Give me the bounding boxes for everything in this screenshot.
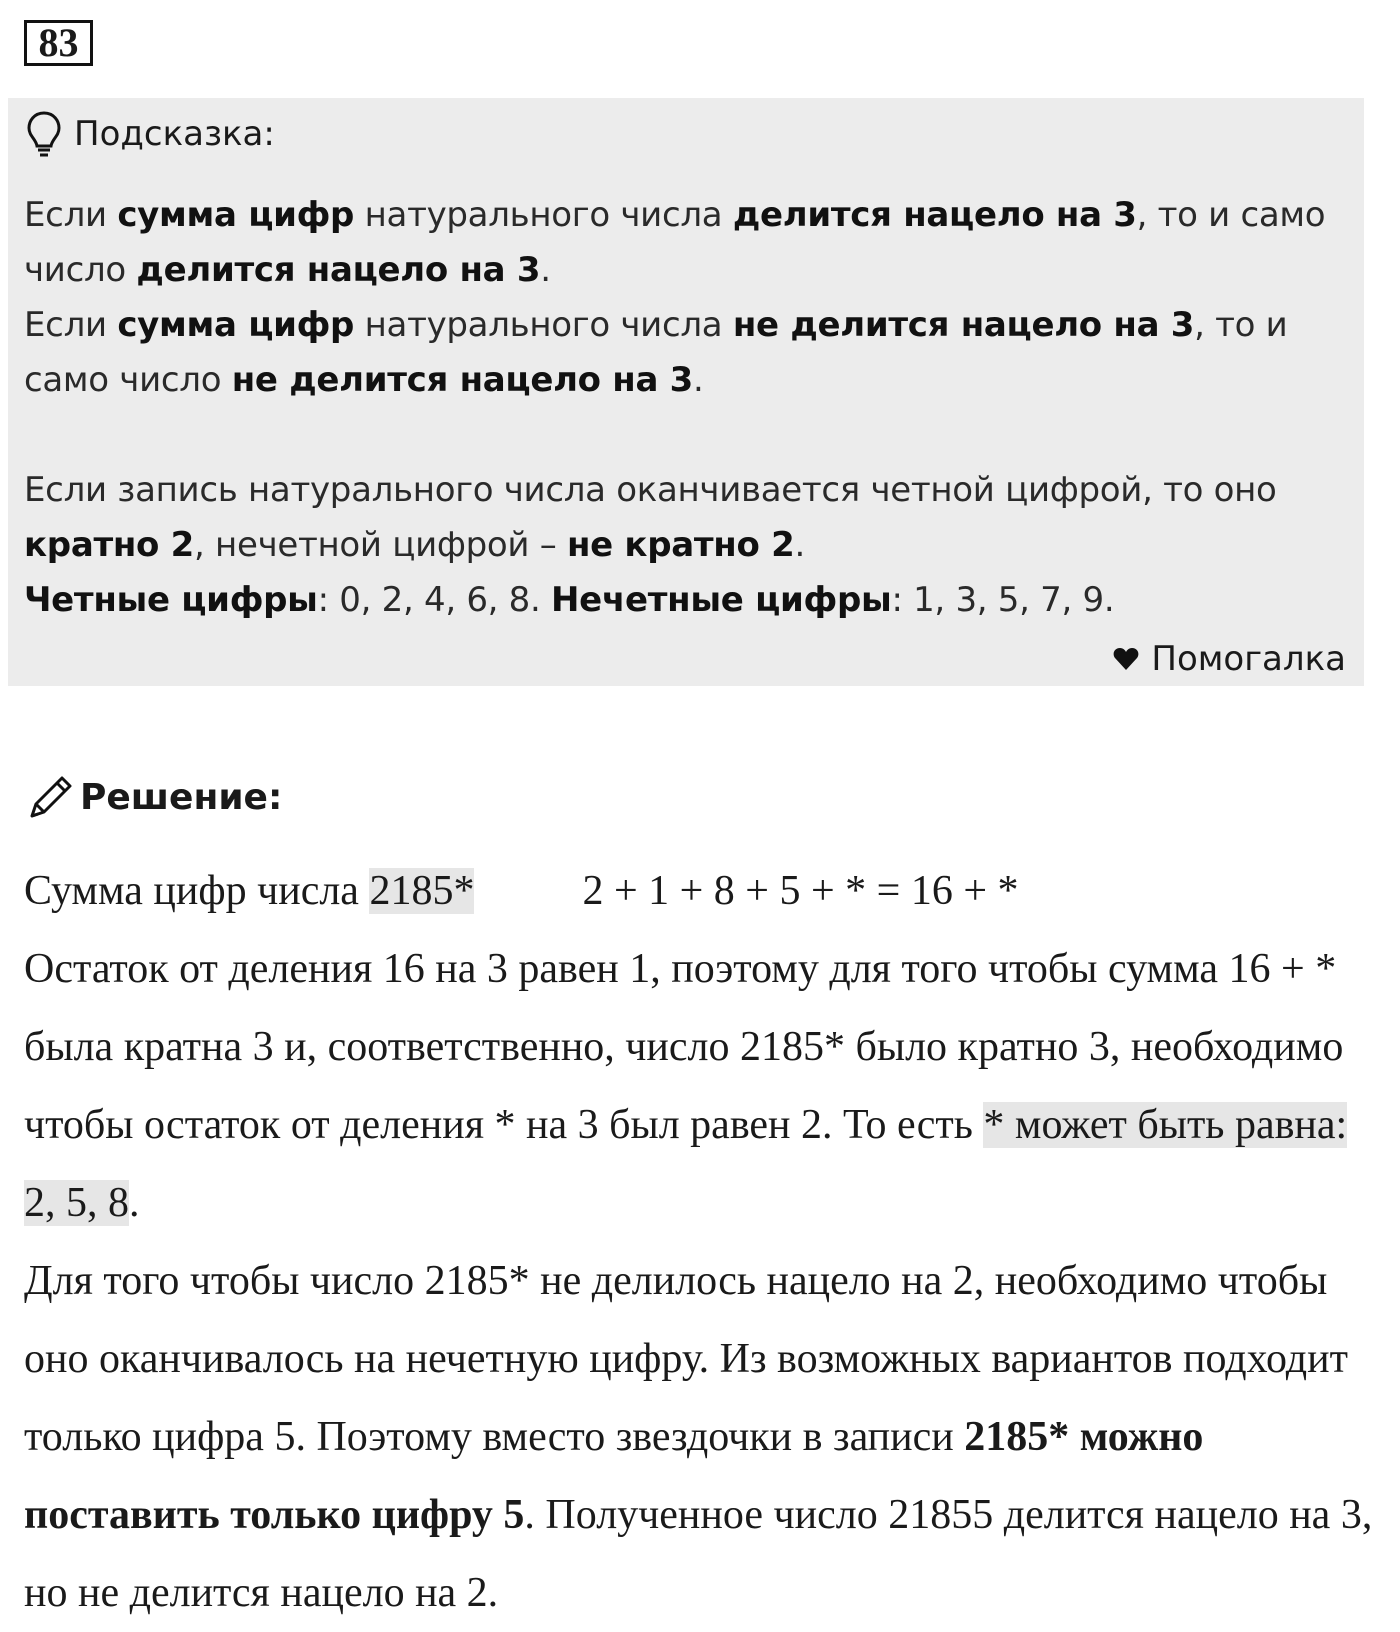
- hint-text-run: Если: [24, 195, 118, 235]
- highlighted-number: 2185*: [369, 868, 475, 914]
- solution-bold-run: 2185* можно поставить только цифру 5: [24, 1414, 1204, 1538]
- hint-text-run: .: [693, 360, 704, 400]
- helper-label: Помогалка: [1151, 639, 1346, 679]
- hint-title: [26, 110, 275, 158]
- lightbulb-icon: [26, 110, 62, 158]
- solution-text-run: Остаток от деления 16 на 3 равен 1, поэтому для того чтобы сумма 16 + * была кратна 3 и, соответственно, число 2185* было кратно 3, необходимо чтобы остаток от деления * на 3 был равен 2. То есть: [24, 946, 1344, 1148]
- hint-text-run: натурального числа: [354, 305, 733, 345]
- digit-sum-equation: 2 + 1 + 8 + 5 + * = 16 + *: [582, 868, 1019, 914]
- hint-text-run: : 0, 2, 4, 6, 8.: [317, 580, 552, 620]
- hint-bold-run: делится нацело на 3: [136, 250, 541, 290]
- hint-paragraph: [24, 573, 1354, 628]
- helper-credit[interactable]: [1113, 636, 1346, 682]
- hint-text-run: : 1, 3, 5, 7, 9.: [891, 580, 1115, 620]
- hint-paragraph: [24, 463, 1354, 573]
- hint-paragraph: [24, 188, 1354, 298]
- hint-text-run: Если запись натурального числа оканчивается четной цифрой, то оно: [24, 470, 1277, 510]
- solution-title-label: Решение:: [80, 777, 283, 818]
- hint-text-run: , нечетной цифрой –: [194, 525, 567, 565]
- hint-paragraph: [24, 298, 1354, 408]
- task-number: 83: [24, 20, 93, 66]
- hint-text-run: .: [540, 250, 551, 290]
- hint-text: [24, 188, 1354, 628]
- hint-text-run: .: [794, 525, 805, 565]
- hint-bold-run: не делится нацело на 3: [231, 360, 694, 400]
- solution-paragraph-2: [24, 1242, 1374, 1632]
- solution-paragraph-1: [24, 930, 1374, 1242]
- solution-text-run: Для того чтобы число 2185* не делилось нацело на 2, необходимо чтобы оно оканчивалось на нечетную цифру. Из возможных вариантов подходит только цифра 5. Поэтому вместо звездочки в записи: [24, 1258, 1349, 1460]
- hint-bold-run: сумма цифр: [117, 305, 355, 345]
- hint-bold-run: не делится нацело на 3: [732, 305, 1195, 345]
- hint-bold-run: Нечетные цифры: [551, 580, 892, 620]
- hint-bold-run: делится нацело на 3: [732, 195, 1137, 235]
- hint-text-run: Если: [24, 305, 118, 345]
- hint-title-label: Подсказка:: [74, 114, 275, 154]
- hint-bold-run: сумма цифр: [117, 195, 355, 235]
- solution-text-run: .: [129, 1180, 140, 1226]
- highlighted-answer: * может быть равна: 2, 5, 8: [24, 1102, 1348, 1226]
- hint-bold-run: не кратно 2: [566, 525, 795, 565]
- hint-text-run: , то и само число: [24, 195, 1326, 290]
- solution-text-run: Сумма цифр числа: [24, 868, 370, 914]
- paragraph-gap: [24, 408, 1354, 463]
- solution-title: [24, 772, 282, 824]
- pencil-icon: [24, 772, 76, 824]
- solution-line-1: [24, 852, 1374, 930]
- solution-text-run: . Полученное число 21855 делится нацело на 3, но не делится нацело на 2.: [24, 1492, 1373, 1616]
- heart-icon: [1113, 647, 1139, 671]
- hint-bold-run: Четные цифры: [24, 580, 318, 620]
- hint-text-run: , то и само число: [24, 305, 1288, 400]
- hint-text-run: натурального числа: [354, 195, 733, 235]
- solution-body: [24, 852, 1374, 1632]
- hint-bold-run: кратно 2: [24, 525, 195, 565]
- hint-box: [8, 98, 1364, 686]
